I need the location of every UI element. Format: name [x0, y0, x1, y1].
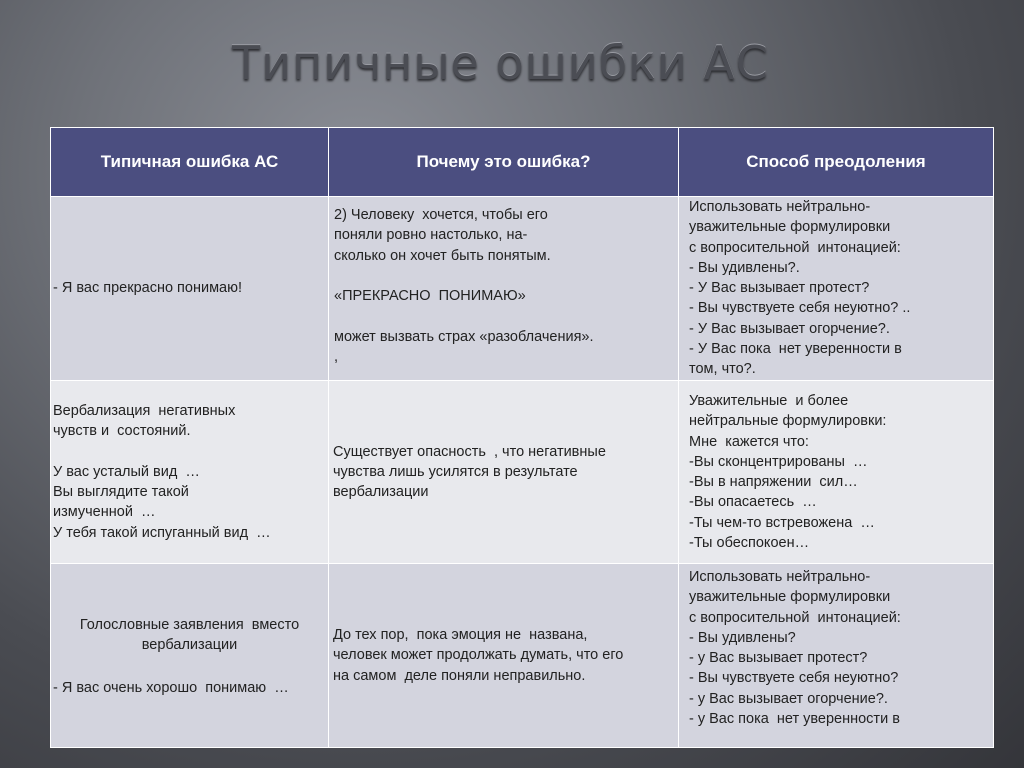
slide-title: Типичные ошибки АС [232, 36, 769, 90]
error-text: Вербализация негативных чувств и состояний. У вас усталый вид … Вы выглядите такой измученной … У тебя такой испуганный вид … [53, 402, 271, 541]
why-cell [329, 197, 679, 381]
why-text: 2) Человеку хочется, чтобы его поняли ровно настолько, на- сколько он хочет быть понятым. «ПРЕКРАСНО ПОНИМАЮ» может вызвать страх «разоблачения». , [334, 207, 594, 366]
header-typical-error: Типичная ошибка АС [51, 128, 329, 197]
error-text: - Я вас прекрасно понимаю! [53, 280, 243, 297]
table-row [51, 197, 994, 381]
header-solution: Способ преодоления [679, 128, 994, 197]
table-row [51, 381, 994, 564]
error-cell [51, 197, 329, 381]
why-text: До тех пор, пока эмоция не названа, человек может продолжать думать, что его на самом деле поняли неправильно. [333, 627, 624, 684]
errors-table [50, 127, 994, 748]
why-cell [329, 381, 679, 564]
why-text: Существует опасность , что негативные чувства лишь усилятся в результате вербализации [333, 443, 606, 501]
error-text: - Я вас очень хорошо понимаю … [53, 679, 289, 696]
table-header-row [51, 128, 994, 197]
why-cell [329, 564, 679, 748]
solution-cell [679, 381, 994, 564]
solution-cell [679, 564, 994, 748]
error-title-text: Голословные заявления вместо вербализации [79, 617, 300, 654]
error-cell [51, 381, 329, 564]
solution-cell [679, 197, 994, 381]
solution-text: Использовать нейтрально- уважительные формулировки с вопросительной интонацией: - Вы удивлены?. - У Вас вызывает протест? - Вы чувствуете себя неуютно? .. - У Вас вызывает огорчение?. - У Вас пока нет уверенности в том, что?. [689, 199, 911, 378]
header-why-error: Почему это ошибка? [329, 128, 679, 197]
solution-text: Использовать нейтрально- уважительные формулировки с вопросительной интонацией: - Вы удивлены? - у Вас вызывает протест? - Вы чувствуете себя неуютно? - у Вас вызывает огорчение?. - у Вас пока нет уверенности в [689, 569, 901, 728]
error-cell [51, 564, 329, 748]
solution-text: Уважительные и более нейтральные формулировки: Мне кажется что: -Вы сконцентрированы … -Вы в напряжении сил… -Вы опасаетесь … -Ты чем-то встревожена … -Ты обеспокоен… [689, 393, 887, 552]
table-row [51, 564, 994, 748]
